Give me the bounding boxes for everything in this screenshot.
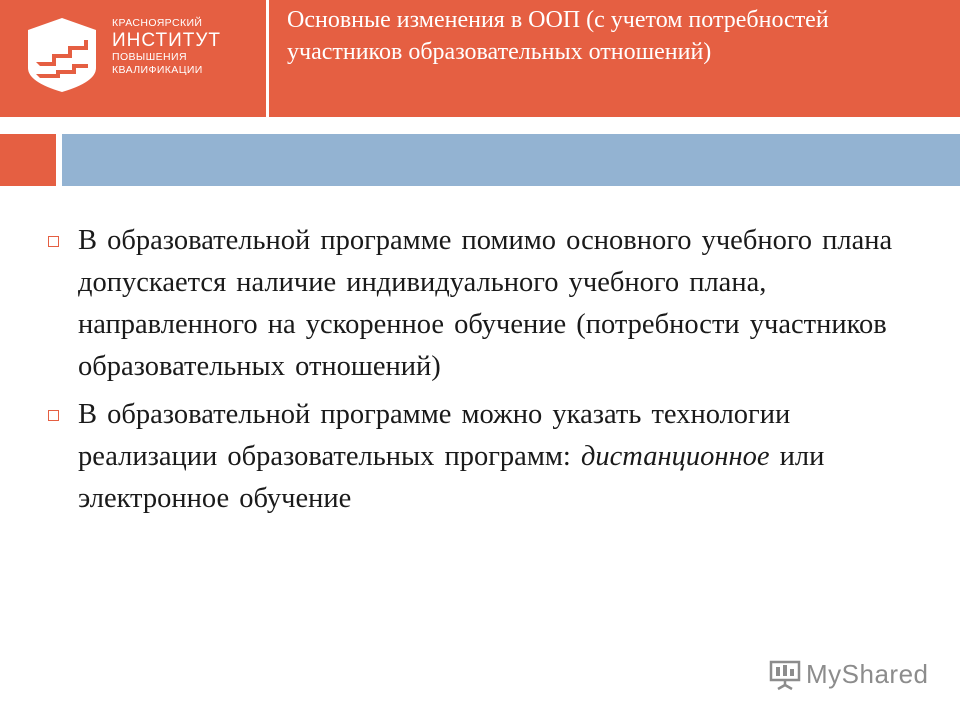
watermark-text: MyShared [806, 659, 929, 689]
bullet-2-text-after: или электронное обучение [78, 441, 825, 514]
bullet-list [40, 220, 900, 526]
logo-line-3: ПОВЫШЕНИЯ [112, 51, 187, 63]
header-band [0, 0, 960, 117]
header-divider [266, 0, 269, 117]
presentation-board-icon [768, 657, 802, 691]
logo-line-4: КВАЛИФИКАЦИИ [112, 64, 203, 76]
accent-band-left [0, 134, 56, 186]
bullet-2-text-before: В образовательной программе можно указать технологии реализации образовательных программ: [78, 399, 791, 472]
logo-line-2: ИНСТИТУТ [112, 30, 222, 51]
bullet-1-text: В образовательной программе помимо основного учебного плана допускается наличие индивидуального учебного плана, направленного на ускоренное обучение (потребности участников образовательных отношений) [78, 225, 893, 382]
slide-title: Основные изменения в ООП (с учетом потребностей участников образовательных отношений) [287, 7, 829, 65]
bullet-item-2 [40, 394, 900, 520]
accent-band-right [62, 134, 960, 186]
square-bullet-icon [48, 410, 59, 421]
logo-text [112, 17, 221, 77]
institute-logo-icon [26, 16, 98, 94]
bullet-2-text-italic: дистанционное [580, 441, 770, 472]
logo-line-1: КРАСНОЯРСКИЙ [112, 17, 203, 29]
bullet-item-1 [40, 220, 900, 388]
watermark [768, 655, 928, 695]
logo [0, 0, 266, 117]
square-bullet-icon [48, 236, 59, 247]
